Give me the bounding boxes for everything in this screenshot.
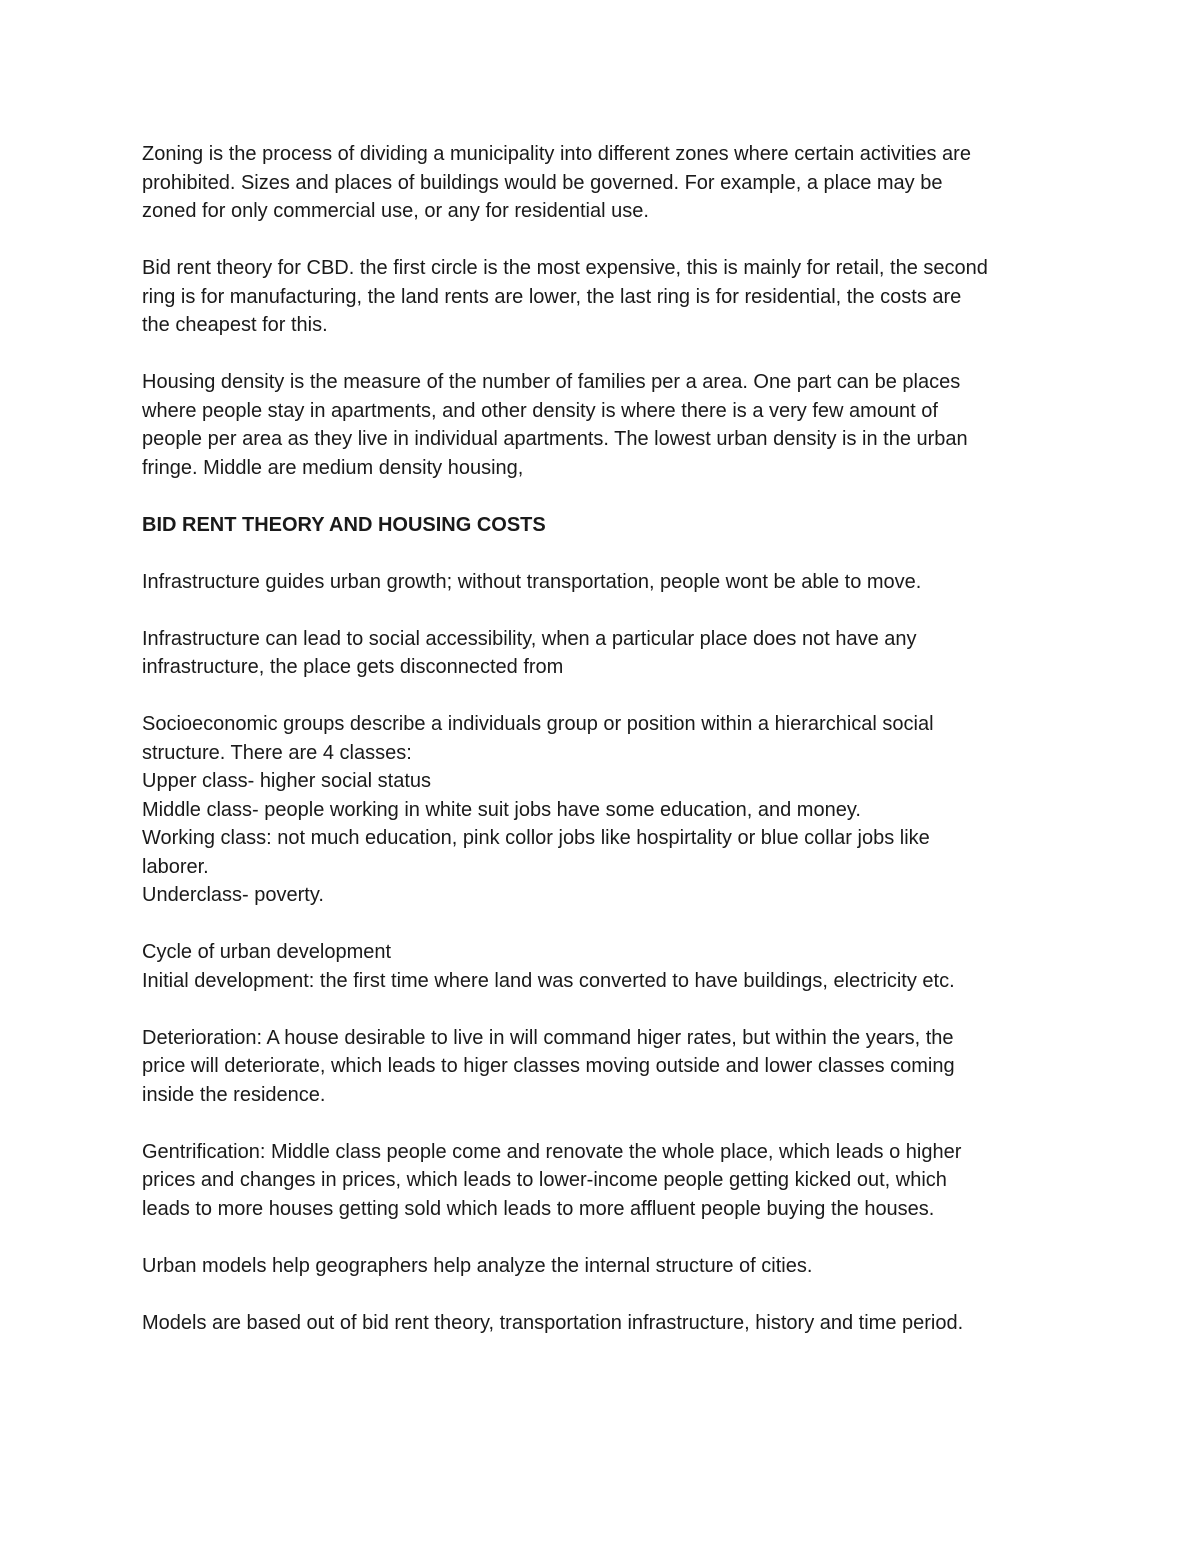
text-line: prohibited. Sizes and places of buildings would be governed. For example, a place may be [142,171,943,194]
text-line: where people stay in apartments, and other density is where there is a very few amount of [142,399,938,422]
text-line: Zoning is the process of dividing a municipality into different zones where certain activities are [142,143,971,165]
text-line: Infrastructure can lead to social accessibility, when a particular place does not have any [142,627,917,650]
text-line: fringe. Middle are medium density housing, [142,456,524,479]
paragraph-infrastructure-access [142,625,1072,682]
paragraph-zoning [142,140,1072,226]
text-line: leads to more houses getting sold which leads to more affluent people buying the houses. [142,1197,935,1220]
text-line: Cycle of urban development [142,941,392,963]
text-line: people per area as they live in individual apartments. The lowest urban density is in the urban [142,428,968,450]
text-line: Infrastructure guides urban growth; without transportation, people wont be able to move. [142,570,922,593]
paragraph-urban-models [142,1252,1072,1281]
text-line: prices and changes in prices, which leads to lower-income people getting kicked out, which [142,1169,947,1191]
text-line: Gentrification: Middle class people come and renovate the whole place, which leads o higher [142,1140,962,1163]
text-line: structure. There are 4 classes: [142,741,412,764]
text-line: Middle class- people working in white suit jobs have some education, and money. [142,798,861,821]
text-line: Upper class- higher social status [142,770,432,792]
text-line: Urban models help geographers help analyze the internal structure of cities. [142,1254,813,1277]
text-line: Working class: not much education, pink collor jobs like hospirtality or blue collar jobs like [142,827,930,849]
section-heading: BID RENT THEORY AND HOUSING COSTS [142,513,546,536]
text-line: ring is for manufacturing, the land rents are lower, the last ring is for residential, the costs are [142,285,962,308]
text-line: price will deteriorate, which leads to higer classes moving outside and lower classes coming [142,1055,955,1077]
paragraph-deterioration [142,1024,1072,1110]
paragraph-infrastructure-growth [142,568,1072,597]
paragraph-models-basis [142,1309,1072,1338]
text-line: the cheapest for this. [142,314,328,336]
text-line: laborer. [142,855,209,878]
paragraph-socioeconomic [142,710,1072,910]
text-line: Models are based out of bid rent theory, transportation infrastructure, history and time period. [142,1311,964,1334]
text-line: inside the residence. [142,1083,326,1106]
paragraph-housing-density [142,368,1072,482]
text-line: Housing density is the measure of the number of families per a area. One part can be places [142,371,961,393]
paragraph-gentrification [142,1138,1072,1224]
text-line: Bid rent theory for CBD. the first circle is the most expensive, this is mainly for retail, the second [142,257,988,279]
paragraph-bid-rent [142,254,1072,340]
document-body [142,140,1072,1366]
text-line: Socioeconomic groups describe a individuals group or position within a hierarchical social [142,713,934,735]
text-line: infrastructure, the place gets disconnected from [142,656,564,678]
text-line: Underclass- poverty. [142,884,324,906]
text-line: Deterioration: A house desirable to live in will command higer rates, but within the years, the [142,1026,954,1049]
text-line: Initial development: the first time where land was converted to have buildings, electricity etc. [142,969,955,992]
text-line: zoned for only commercial use, or any for residential use. [142,200,649,222]
paragraph-cycle [142,938,1072,995]
